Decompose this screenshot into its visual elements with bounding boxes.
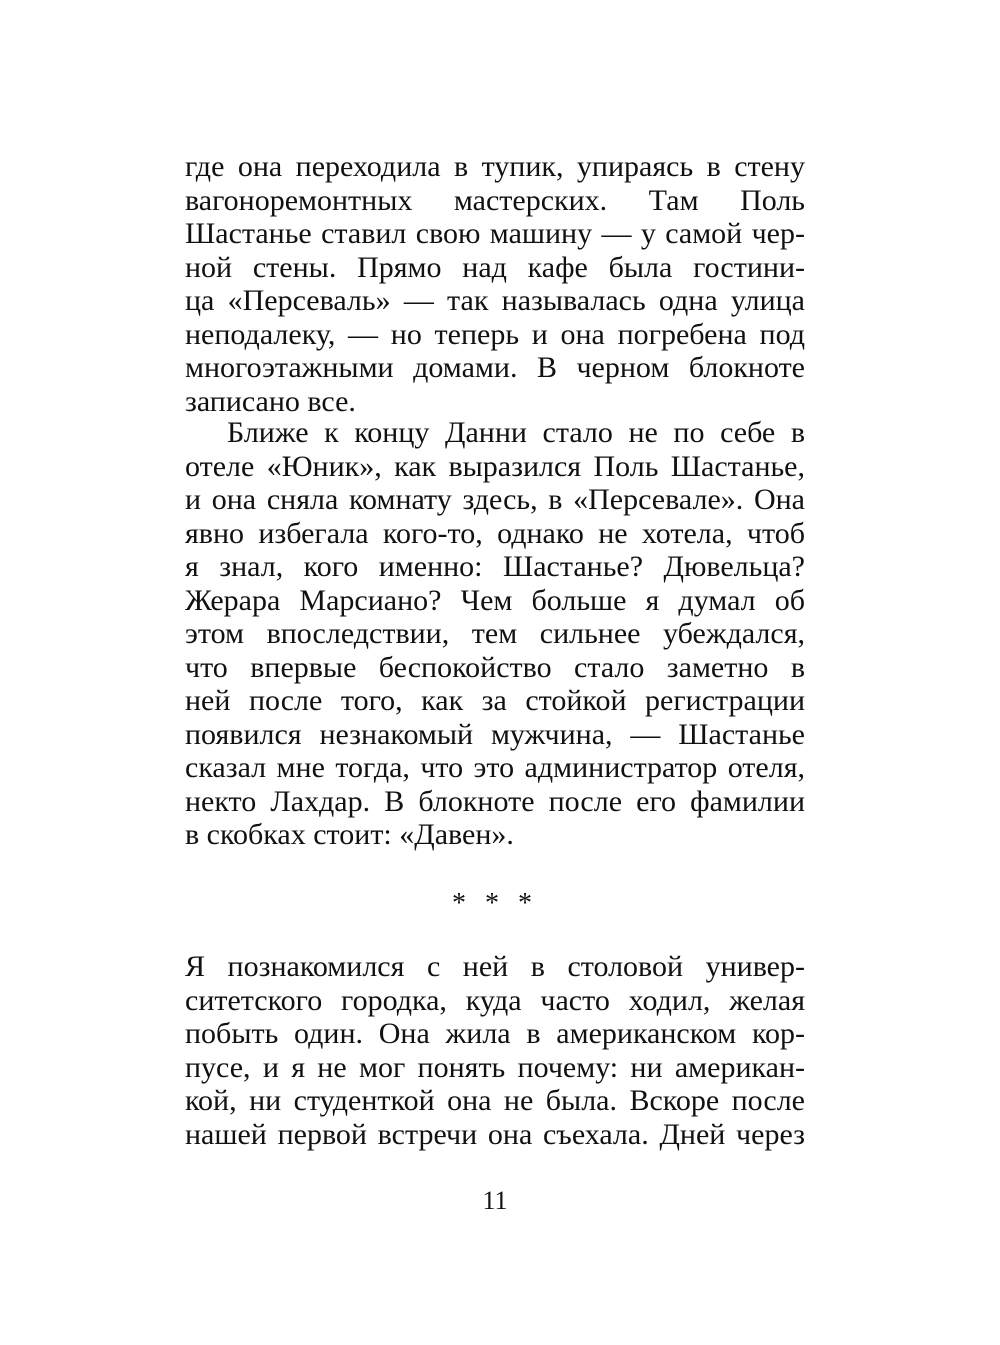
text-line: этом впоследствии, тем сильнее убеждался, xyxy=(185,617,805,650)
text-line: я знал, кого именно: Шастанье? Дювельца? xyxy=(185,550,805,583)
text-line: в скобках стоит: «Давен». xyxy=(185,818,514,851)
text-line: пусе, и я не мог понять почему: ни американ- xyxy=(185,1050,805,1084)
text-line: нашей первой встречи она съехала. Дней через xyxy=(185,1117,805,1151)
text-line: Ближе к концу Данни стало не по себе в xyxy=(227,416,805,449)
text-line: Я познакомился с ней в столовой универ- xyxy=(185,950,805,983)
text-line: ца «Персеваль» — так называлась одна улица xyxy=(185,284,805,317)
paragraph-1 xyxy=(185,150,805,418)
text-line: что впервые беспокойство стало заметно в xyxy=(185,650,805,684)
text-line: явно избегала кого-то, однако не хотела, чтоб xyxy=(185,516,805,550)
section-separator: * * * xyxy=(452,888,538,919)
text-line: появился незнакомый мужчина, — Шастанье xyxy=(185,717,805,751)
text-line: Шастанье ставил свою машину — у самой чер- xyxy=(185,217,805,250)
text-line: Жерара Марсиано? Чем больше я думал об xyxy=(185,583,805,617)
text-line: и она сняла комнату здесь, в «Персевале». Она xyxy=(185,483,805,516)
text-line: записано все. xyxy=(185,384,356,418)
text-line: ситетского городка, куда часто ходил, желая xyxy=(185,983,805,1017)
text-line: отеле «Юник», как выразился Поль Шастанье, xyxy=(185,449,805,483)
text-line: кой, ни студенткой она не была. Вскоре после xyxy=(185,1084,805,1117)
paragraph-3 xyxy=(185,950,805,1151)
text-line: ной стены. Прямо над кафе была гостини- xyxy=(185,250,805,284)
text-line: где она переходила в тупик, упираясь в стену xyxy=(185,150,805,183)
text-line: побыть один. Она жила в американском кор- xyxy=(185,1017,805,1050)
text-line: некто Лахдар. В блокноте после его фамилии xyxy=(185,784,805,818)
text-line: многоэтажными домами. В черном блокноте xyxy=(185,351,805,384)
page-number: 11 xyxy=(482,1186,508,1215)
text-line: ней после того, как за стойкой регистрации xyxy=(185,684,805,717)
paragraph-2 xyxy=(185,416,805,852)
text-line: вагоноремонтных мастерских. Там Поль xyxy=(185,183,805,217)
text-line: сказал мне тогда, что это администратор отеля, xyxy=(185,751,805,784)
text-line: неподалеку, — но теперь и она погребена под xyxy=(185,317,805,351)
